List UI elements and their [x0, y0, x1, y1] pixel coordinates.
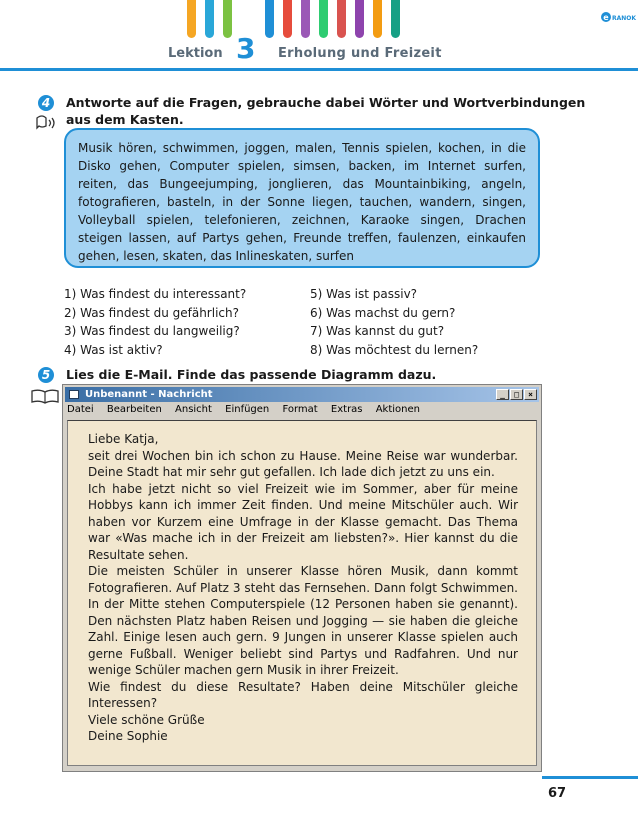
header-stripe: [319, 0, 328, 38]
header-stripe: [283, 0, 292, 38]
header-stripe: [223, 0, 232, 38]
page-number: 67: [548, 786, 567, 801]
email-paragraph: Ich habe jetzt nicht so viel Freizeit wie im Sommer, aber für meine Hobbys kann ich immer Zeit finden. Und meine Mitschüler auch. Wir haben vor Kurzem eine Umfrage in der Klasse gemacht. Das Thema war «Was mache ich in der Freizeit am liebsten?». Hier kannst du die Resultate sehen.: [88, 481, 518, 562]
menu-bar: [67, 404, 430, 415]
question-item: 6) Was machst du gern?: [310, 305, 456, 320]
header-stripe: [355, 0, 364, 38]
email-window: [62, 384, 542, 772]
question-item: 4) Was ist aktiv?: [64, 342, 163, 357]
speaking-icon: [34, 114, 58, 136]
exercise-4-instruction: [66, 94, 585, 128]
exercise-5-instruction: Lies die E-Mail. Finde das passende Diagramm dazu.: [66, 367, 437, 382]
message-icon: [69, 390, 79, 399]
email-body[interactable]: [67, 420, 537, 766]
menu-format[interactable]: Format: [282, 404, 318, 415]
lesson-label: Lektion: [168, 46, 223, 61]
question-item: 3) Was findest du langweilig?: [64, 324, 240, 338]
header-stripe: [187, 0, 196, 38]
email-closing: Viele schöne Grüße: [88, 712, 205, 727]
question-item: 5) Was ist passiv?: [310, 287, 418, 301]
email-greeting: Liebe Katja,: [88, 432, 159, 446]
header-stripe: [265, 0, 274, 38]
menu-datei[interactable]: Datei: [67, 404, 94, 415]
reading-book-icon: [30, 388, 60, 408]
question-item: 1) Was findest du interessant?: [64, 287, 247, 301]
menu-ansicht[interactable]: Ansicht: [175, 404, 212, 415]
email-paragraph: Die meisten Schüler in unserer Klasse hören Musik, dann kommt Fotografieren. Auf Platz 3 steht das Fernsehen. Dann folgt Schwimmen. In der Mitte stehen Computerspiele (12 Personen haben sie genannt). Den nächsten Platz haben Reisen und Jogging — sie haben die gleiche Zahl. Einige lesen auch gern. 9 Jungen in unserer Klasse spielen auch gerne Fußball. Weniger beliebt sind Partys und Radfahren. Und nur wenige Schüler machen gern Musik in ihrer Freizeit.: [88, 564, 518, 677]
header-stripe: [205, 0, 214, 38]
email-signature: Deine Sophie: [88, 729, 168, 743]
header-stripe: [337, 0, 346, 38]
email-paragraph: seit drei Wochen bin ich schon zu Hause. Meine Reise war wunderbar. Deine Stadt hat mir sehr gut gefallen. Ich lade dich jetzt zu uns ein.: [88, 448, 518, 479]
questions-left: [64, 285, 246, 359]
word-box: Musik hören, schwimmen, joggen, malen, Tennis spielen, kochen, in die Disko gehen, Computer spielen, simsen, backen, im Internet surfen, reiten, das Bungeejumping, jonglieren, das Mountainbiking, angeln, fotografieren, basteln, in der Sonne liegen, tauchen, wandern, singen, Volleyball spielen, telefonieren, zeichnen, Karaoke singen, Drachen steigen lassen, auf Partys gehen, Freunde treffen, faulenzen, einkaufen gehen, lesen, skaten, das Inlineskaten, surfen: [64, 128, 540, 268]
menu-einfuegen[interactable]: Einfügen: [225, 404, 270, 415]
menu-bearbeiten[interactable]: Bearbeiten: [106, 404, 162, 415]
menu-extras[interactable]: Extras: [330, 404, 363, 415]
exercise-5-badge: 5: [38, 367, 54, 383]
close-button[interactable]: ×: [524, 389, 537, 400]
question-item: 8) Was möchtest du lernen?: [310, 342, 479, 357]
exercise-4-badge: 4: [38, 95, 54, 111]
window-title: Unbenannt - Nachricht: [85, 389, 213, 400]
questions-right: [310, 285, 478, 359]
lesson-title: Erholung und Freizeit: [278, 46, 442, 61]
maximize-button[interactable]: □: [510, 389, 523, 400]
svg-text:e: e: [603, 13, 609, 22]
header-stripe: [391, 0, 400, 38]
header-stripes: [185, 0, 455, 38]
svg-text:RANOK: RANOK: [612, 15, 637, 22]
header-stripe: [301, 0, 310, 38]
lesson-number: 3: [236, 32, 256, 65]
email-paragraph: Wie findest du diese Resultate? Haben deine Mitschüler gleiche Interessen?: [88, 679, 518, 710]
window-titlebar[interactable]: [65, 387, 539, 402]
instruction-line: Antworte auf die Fragen, gebrauche dabei Wörter und Wortverbindungen: [66, 95, 586, 110]
footer-rule: [542, 776, 638, 779]
menu-aktionen[interactable]: Aktionen: [375, 404, 420, 415]
publisher-logo: [601, 8, 637, 22]
instruction-line: aus dem Kasten.: [66, 112, 184, 127]
question-item: 2) Was findest du gefährlich?: [64, 305, 239, 320]
header-stripe: [373, 0, 382, 38]
header-rule: [0, 68, 638, 71]
minimize-button[interactable]: _: [496, 389, 509, 400]
question-item: 7) Was kannst du gut?: [310, 324, 445, 338]
